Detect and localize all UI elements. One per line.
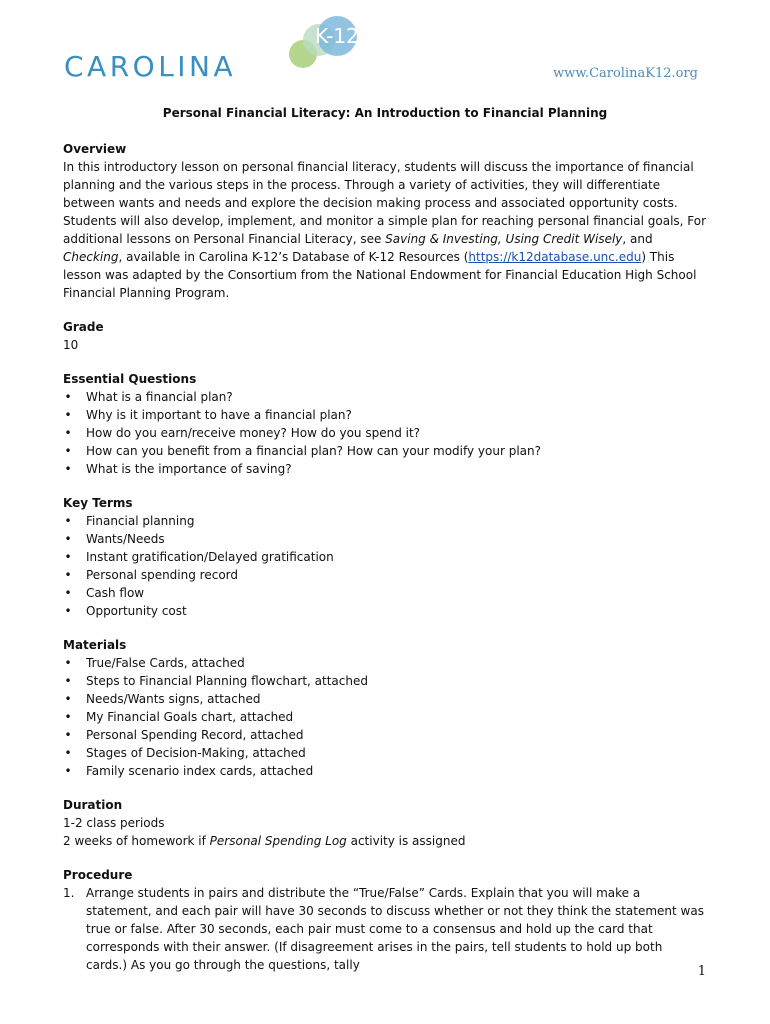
list-item: • My Financial Goals chart, attached xyxy=(64,710,294,724)
bullet-icon: • xyxy=(64,390,72,404)
procedure-heading: Procedure xyxy=(63,868,133,882)
procedure-step: 1. Arrange students in pairs and distribute the “True/False” Cards. Explain that you will make a statement, and each pair will have 30 seconds to discuss whether or not they think the statement was true or false. After 30 seconds, each pair must come to a consensus and hold up the card that corresponds with their answer. (If disagreement arises in the pairs, tell students to hold up both cards.) As you go through the questions, tally xyxy=(63,886,704,972)
bullet-icon: • xyxy=(64,710,72,724)
bullet-icon: • xyxy=(64,550,72,564)
overview-heading: Overview xyxy=(63,142,127,156)
logo-badge: K-12 xyxy=(315,24,359,48)
list-item: • Steps to Financial Planning flowchart, attached xyxy=(64,674,368,688)
grade-heading: Grade xyxy=(63,320,104,334)
bullet-icon: • xyxy=(64,692,72,706)
procedure-list xyxy=(63,884,707,974)
site-url: www.CarolinaK12.org xyxy=(553,66,698,81)
list-item: • Wants/Needs xyxy=(64,532,165,546)
list-item: • Needs/Wants signs, attached xyxy=(64,692,261,706)
logo-wordmark: CAROLINA xyxy=(64,50,237,83)
duration-line-1: 1-2 class periods xyxy=(63,816,165,830)
bullet-icon: • xyxy=(64,426,72,440)
carolina-k12-logo xyxy=(64,14,364,86)
overview-paragraph: In this introductory lesson on personal financial literacy, students will discuss the importance of financial planning and the various steps in the process. Through a variety of activities, they will differentiate between wants and needs and explore the decision making process and associated opportunity costs. Students will also develop, implement, and monitor a simple plan for reaching personal financial goals, For additional lessons on Personal Financial Literacy, see Saving & Investing, Using Credit Wisely, and Checking, available in Carolina K-12’s Database of K-12 Resources (https://k12database.unc.edu) This lesson was adapted by the Consortium from the National Endowment for Financial Education High School Financial Planning Program. xyxy=(63,160,707,300)
grade-value: 10 xyxy=(63,338,79,352)
list-item: • Instant gratification/Delayed gratification xyxy=(64,550,334,564)
bullet-icon: • xyxy=(64,674,72,688)
list-item: • How can you benefit from a financial plan? How can your modify your plan? xyxy=(64,444,542,458)
document-body xyxy=(63,104,707,974)
bullet-icon: • xyxy=(64,408,72,422)
list-item: • How do you earn/receive money? How do you spend it? xyxy=(64,426,421,440)
materials-heading: Materials xyxy=(63,638,127,652)
essential-questions-list xyxy=(63,388,707,478)
key-terms-list xyxy=(63,512,707,620)
bullet-icon: • xyxy=(64,532,72,546)
duration-heading: Duration xyxy=(63,798,123,812)
bullet-icon: • xyxy=(64,728,72,742)
key-terms-heading: Key Terms xyxy=(63,496,133,510)
list-item: • What is the importance of saving? xyxy=(64,462,292,476)
document-title: Personal Financial Literacy: An Introduction to Financial Planning xyxy=(162,106,608,120)
list-item: • Personal spending record xyxy=(64,568,239,582)
list-item: • Personal Spending Record, attached xyxy=(64,728,304,742)
k12-database-link[interactable]: https://k12database.unc.edu xyxy=(468,250,642,264)
list-item: • Family scenario index cards, attached xyxy=(64,764,314,778)
essential-questions-heading: Essential Questions xyxy=(63,372,197,386)
bullet-icon: • xyxy=(64,444,72,458)
list-item: • True/False Cards, attached xyxy=(64,656,245,670)
list-item: • Why is it important to have a financial plan? xyxy=(64,408,352,422)
bullet-icon: • xyxy=(64,586,72,600)
bullet-icon: • xyxy=(64,568,72,582)
list-item: • Opportunity cost xyxy=(64,604,187,618)
bullet-icon: • xyxy=(64,764,72,778)
bullet-icon: • xyxy=(64,656,72,670)
bullet-icon: • xyxy=(64,514,72,528)
list-item: • Cash flow xyxy=(64,586,145,600)
k12-bubbles-icon xyxy=(279,14,369,74)
list-item: • Stages of Decision-Making, attached xyxy=(64,746,306,760)
bullet-icon: • xyxy=(64,462,72,476)
bullet-icon: • xyxy=(64,746,72,760)
list-item: • What is a financial plan? xyxy=(64,390,233,404)
list-item: • Financial planning xyxy=(64,514,195,528)
duration-line-2: 2 weeks of homework if Personal Spending Log activity is assigned xyxy=(63,834,466,848)
materials-list xyxy=(63,654,707,780)
page-number: 1 xyxy=(697,964,706,979)
bullet-icon: • xyxy=(64,604,72,618)
